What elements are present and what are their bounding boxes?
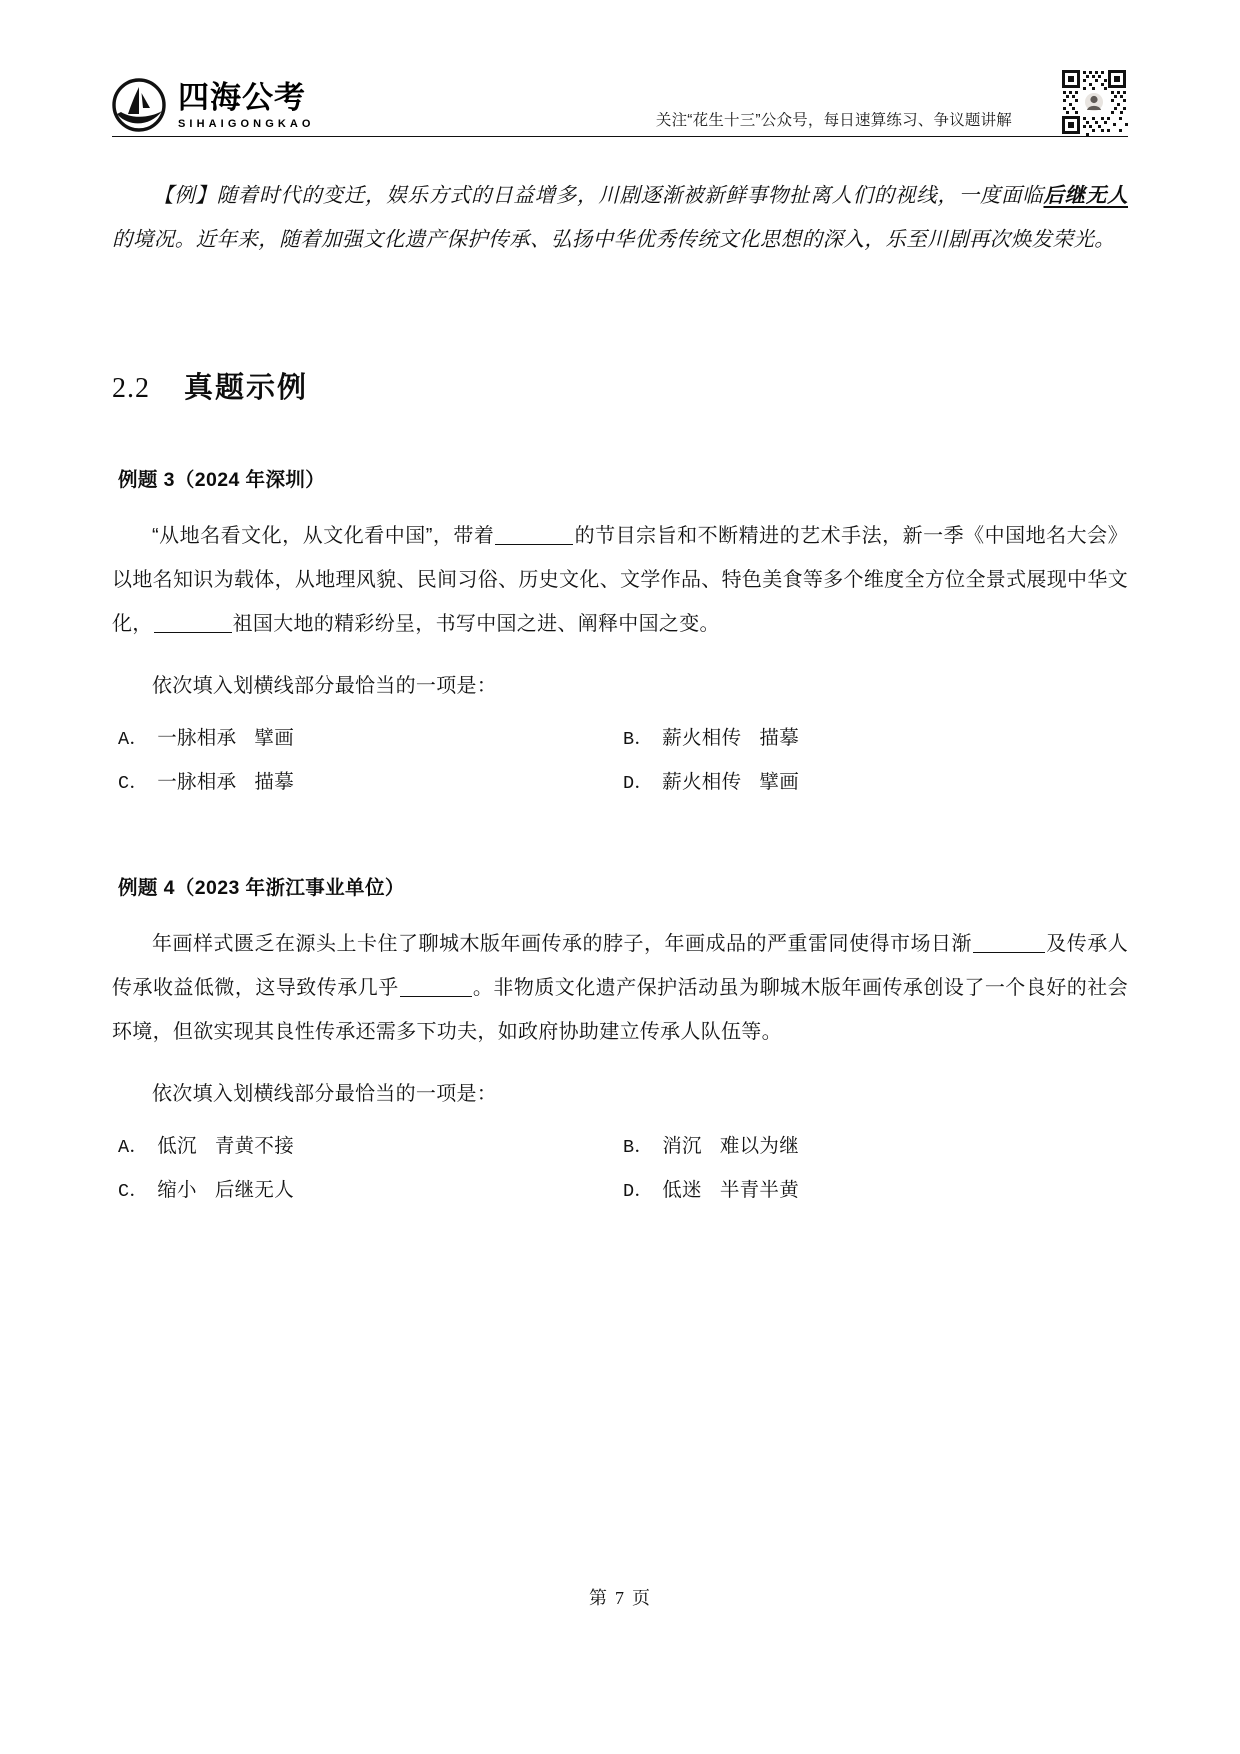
passage-segment-3: 祖国大地的精彩纷呈，书写中国之进、阐释中国之变。 [232,612,720,635]
question-passage [112,514,1128,646]
passage-segment-2: 及传承人传承收益低微，这导致传承几乎 [112,932,1128,999]
option-label: B． [623,1136,654,1158]
section-number: 2.2 [112,372,150,404]
option-list [118,1130,1128,1202]
qr-code-icon [1060,68,1128,136]
option-row [118,1130,1128,1158]
page-number: 7 [615,1588,625,1608]
option-label: C． [118,772,149,794]
passage-segment-1: 年画样式匮乏在源头上卡住了聊城木版年画传承的脖子，年画成品的严重雷同使得市场日渐 [152,932,972,955]
option-d[interactable] [623,1174,1128,1202]
option-label: B． [623,728,654,750]
header-promo-note: 关注“花生十三”公众号，每日速算练习、争议题讲解 [655,112,1012,129]
option-row [118,1174,1128,1202]
question-passage [112,922,1128,1054]
question-title: 例题 3（2024 年深圳） [118,468,326,491]
option-list [118,722,1128,794]
option-row [118,766,1128,794]
fill-blank[interactable] [400,996,472,997]
option-word-1: 缩小 [157,1178,197,1201]
option-word-1: 低迷 [662,1178,702,1201]
example-emphasis: 后继无人 [1043,182,1128,207]
option-word-2: 后继无人 [214,1178,295,1201]
question-block-4 [112,872,1128,1202]
option-a[interactable] [118,722,623,750]
option-word-2: 描摹 [759,726,800,749]
passage-segment-2: 的节目宗旨和不断精进的艺术手法，新一季《中国地名大会》以地名知识为载体，从地理风貌、民间习俗、历史文化、文学作品、特色美食等多个维度全方位全景式展现中华文化， [112,524,1128,635]
brand-name-cn: 四海公考 [178,80,306,115]
passage-segment-3: 。非物质文化遗产保护活动虽为聊城木版年画传承创设了一个良好的社会环境，但欲实现其良性传承还需多下功夫，如政府协助建立传承人队伍等。 [112,976,1128,1043]
option-word-2: 描摹 [254,770,295,793]
option-label: D． [623,772,654,794]
page-footer [0,1584,1240,1610]
option-word-1: 薪火相传 [662,770,742,793]
fill-blank[interactable] [154,632,232,633]
brand-text [178,80,315,130]
brand-logo [112,78,315,132]
option-word-1: 低沉 [157,1134,197,1157]
option-word-2: 半青半黄 [719,1178,800,1201]
option-b[interactable] [623,722,1128,750]
fill-blank[interactable] [495,544,573,545]
question-title: 例题 4（2023 年浙江事业单位） [118,876,405,899]
page-header [112,48,1128,140]
example-note-paragraph [112,173,1128,261]
option-word-2: 难以为继 [719,1134,800,1157]
footer-suffix: 页 [632,1588,651,1608]
option-c[interactable] [118,1174,623,1202]
question-prompt: 依次填入划横线部分最恰当的一项是： [152,674,498,697]
section-title: 真题示例 [184,371,309,404]
option-word-1: 消沉 [662,1134,702,1157]
option-row [118,722,1128,750]
option-word-2: 擘画 [759,770,800,793]
example-text-before: 随着时代的变迁，娱乐方式的日益增多，川剧逐渐被新鲜事物扯离人们的视线，一度面临 [216,182,1044,207]
question-block-3 [112,464,1128,794]
example-text-after: 的境况。近年来，随着加强文化遗产保护传承、弘扬中华优秀传统文化思想的深入，乐至川剧再次焕发荣光。 [112,226,1116,251]
question-prompt: 依次填入划横线部分最恰当的一项是： [152,1082,498,1105]
brand-name-en: SIHAIGONGKAO [178,118,315,130]
fill-blank[interactable] [973,952,1045,953]
option-word-1: 薪火相传 [662,726,742,749]
option-word-1: 一脉相承 [157,726,237,749]
option-label: A． [118,728,149,750]
option-word-2: 青黄不接 [214,1134,295,1157]
example-tag: 【例】 [153,182,217,207]
option-a[interactable] [118,1130,623,1158]
section-heading [112,365,1128,406]
option-label: A． [118,1136,149,1158]
option-d[interactable] [623,766,1128,794]
option-word-2: 擘画 [254,726,295,749]
header-divider [112,136,1128,137]
passage-segment-1: “从地名看文化，从文化看中国”，带着 [152,524,495,547]
option-c[interactable] [118,766,623,794]
footer-prefix: 第 [589,1588,608,1608]
sailboat-circle-logo-icon [112,78,166,132]
option-label: D． [623,1180,654,1202]
option-b[interactable] [623,1130,1128,1158]
option-word-1: 一脉相承 [157,770,237,793]
option-label: C． [118,1180,149,1202]
page-content [112,152,1128,1202]
